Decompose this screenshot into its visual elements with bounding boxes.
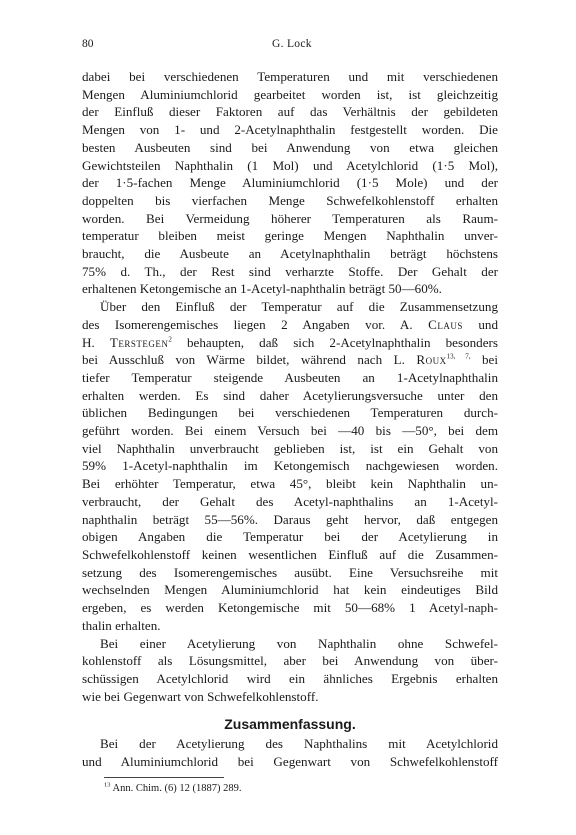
text-span: behaupten, daß sich 2-Acetylnaphthalin besonders: [171, 334, 498, 350]
text-line: geführt worden. Bei einem Versuch bei —40 bis —50°, bei dem: [82, 423, 498, 439]
author-name-terstegen: Terstegen: [109, 334, 169, 350]
text-line: üblichen Bedingungen bei verschiedenen Temperaturen durch-: [82, 405, 498, 421]
text-line: dabei bei verschiedenen Temperaturen und mit verschiedenen: [82, 69, 498, 84]
text-line: kohlenstoff als Lösungsmittel, aber bei Anwendung von über-: [82, 653, 498, 669]
text-span: bei Ausschluß von Wärme bildet, während nach L.: [82, 352, 417, 368]
text-line: worden. Bei Vermeidung höherer Temperaturen als Raum-: [82, 210, 498, 226]
text-line: erhaltenen Ketongemische an 1-Acetyl-naphthalin beträgt 50—60%.: [82, 281, 442, 297]
text-line: setzung des Isomerengemisches ausübt. Eine Versuchsreihe mit: [82, 564, 498, 580]
article-body: [82, 68, 498, 795]
section-heading: Zusammenfassung.: [224, 716, 356, 733]
text-line: verbraucht, der Gehalt des Acetyl-naphthalins an 1-Acetyl-: [82, 493, 498, 509]
text-line: 75% d. Th., der Rest sind verharzte Stoffe. Der Gehalt der: [82, 263, 498, 279]
text-line: doppelten bis vierfachen Menge Schwefelkohlenstoff erhalten: [82, 192, 498, 208]
text-line: Schwefelkohlenstoff keinen wesentlichen Einfluß auf die Zusammen-: [82, 546, 498, 562]
footnote-marker: 13: [104, 781, 111, 789]
text-span: und: [462, 316, 498, 332]
text-line: [82, 316, 498, 334]
text-span: bei: [470, 352, 498, 368]
running-head-author: G. Lock: [272, 38, 312, 50]
text-line: besten Ausbeuten sind bei Anwendung von etwa gleichen: [82, 139, 498, 155]
text-line: der Einfluß dieser Faktoren auf das Verhältnis der gebildeten: [82, 104, 498, 120]
footnote-text: Ann. Chim. (6) 12 (1887) 289.: [110, 782, 242, 794]
footnote-reference: 2: [168, 335, 172, 344]
author-name-roux: Roux: [416, 352, 447, 368]
summary-paragraph: [82, 735, 498, 770]
text-line: Bei einer Acetylierung von Naphthalin ohne Schwefel-: [100, 635, 498, 651]
text-span: des Isomerengemisches liegen 2 Angaben vor. A.: [82, 316, 429, 332]
text-line: 59% 1-Acetyl-naphthalin im Ketongemisch nachgewiesen worden.: [82, 458, 498, 474]
footnote-reference: 13, 7,: [446, 352, 471, 361]
text-line: schüssigen Acetylchlorid wird ein ähnliches Ergebnis erhalten: [82, 670, 498, 686]
text-line: [82, 351, 498, 369]
text-line: wechselnden Mengen Aluminiumchlorid hat kein eindeutiges Bild: [82, 582, 498, 598]
page-number: 80: [82, 38, 94, 50]
text-line: obigen Angaben die Temperatur bei der Acetylierung in: [82, 529, 498, 545]
text-line: braucht, die Ausbeute an Acetylnaphthalin beträgt höchstens: [82, 246, 498, 262]
text-line: erhalten werden. Es sind daher Acetylierungsversuche unter den: [82, 387, 498, 403]
paragraph-2: [82, 298, 498, 634]
footnote: [104, 782, 498, 795]
paragraph-3: [82, 635, 498, 706]
author-name-claus: Claus: [428, 316, 463, 332]
text-line: ergeben, es werden Ketongemische mit 50—68% 1 Acetyl-naph-: [82, 600, 498, 616]
text-line: naphthalin beträgt 55—56%. Daraus geht hervor, daß entgegen: [82, 511, 498, 527]
text-line: und Aluminiumchlorid bei Gegenwart von Schwefelkohlenstoff: [82, 754, 498, 770]
text-line: der 1·5-fachen Menge Aluminiumchlorid (1·5 Mole) und der: [82, 175, 498, 191]
text-line: wie bei Gegenwart von Schwefelkohlenstoff.: [82, 688, 319, 704]
running-head: [82, 38, 498, 58]
paragraph-1: [82, 68, 498, 298]
text-line: Bei erhöhter Temperatur, etwa 45°, bleibt kein Naphthalin un-: [82, 476, 498, 492]
journal-page: [82, 38, 498, 795]
text-line: temperatur bleiben meist geringe Mengen Naphthalin unver-: [82, 228, 498, 244]
text-line: tiefer Temperatur steigende Ausbeuten an 1-Acetylnaphthalin: [82, 369, 498, 385]
text-line: Bei der Acetylierung des Naphthalins mit Acetylchlorid: [100, 736, 498, 752]
text-line: Mengen Aluminiumchlorid gearbeitet worden ist, ist gleichzeitig: [82, 86, 498, 102]
text-line: Über den Einfluß der Temperatur auf die Zusammensetzung: [100, 299, 498, 315]
text-line: thalin erhalten.: [82, 617, 161, 633]
text-line: viel Naphthalin unverbraucht geblieben ist, ist ein Gehalt von: [82, 440, 498, 456]
text-line: [82, 334, 498, 352]
text-line: Gewichtsteilen Naphthalin (1 Mol) und Acetylchlorid (1·5 Mol),: [82, 157, 498, 173]
text-span: H.: [82, 334, 110, 350]
footnote-divider: [104, 777, 224, 778]
text-line: Mengen von 1- und 2-Acetylnaphthalin festgestellt worden. Die: [82, 122, 498, 138]
